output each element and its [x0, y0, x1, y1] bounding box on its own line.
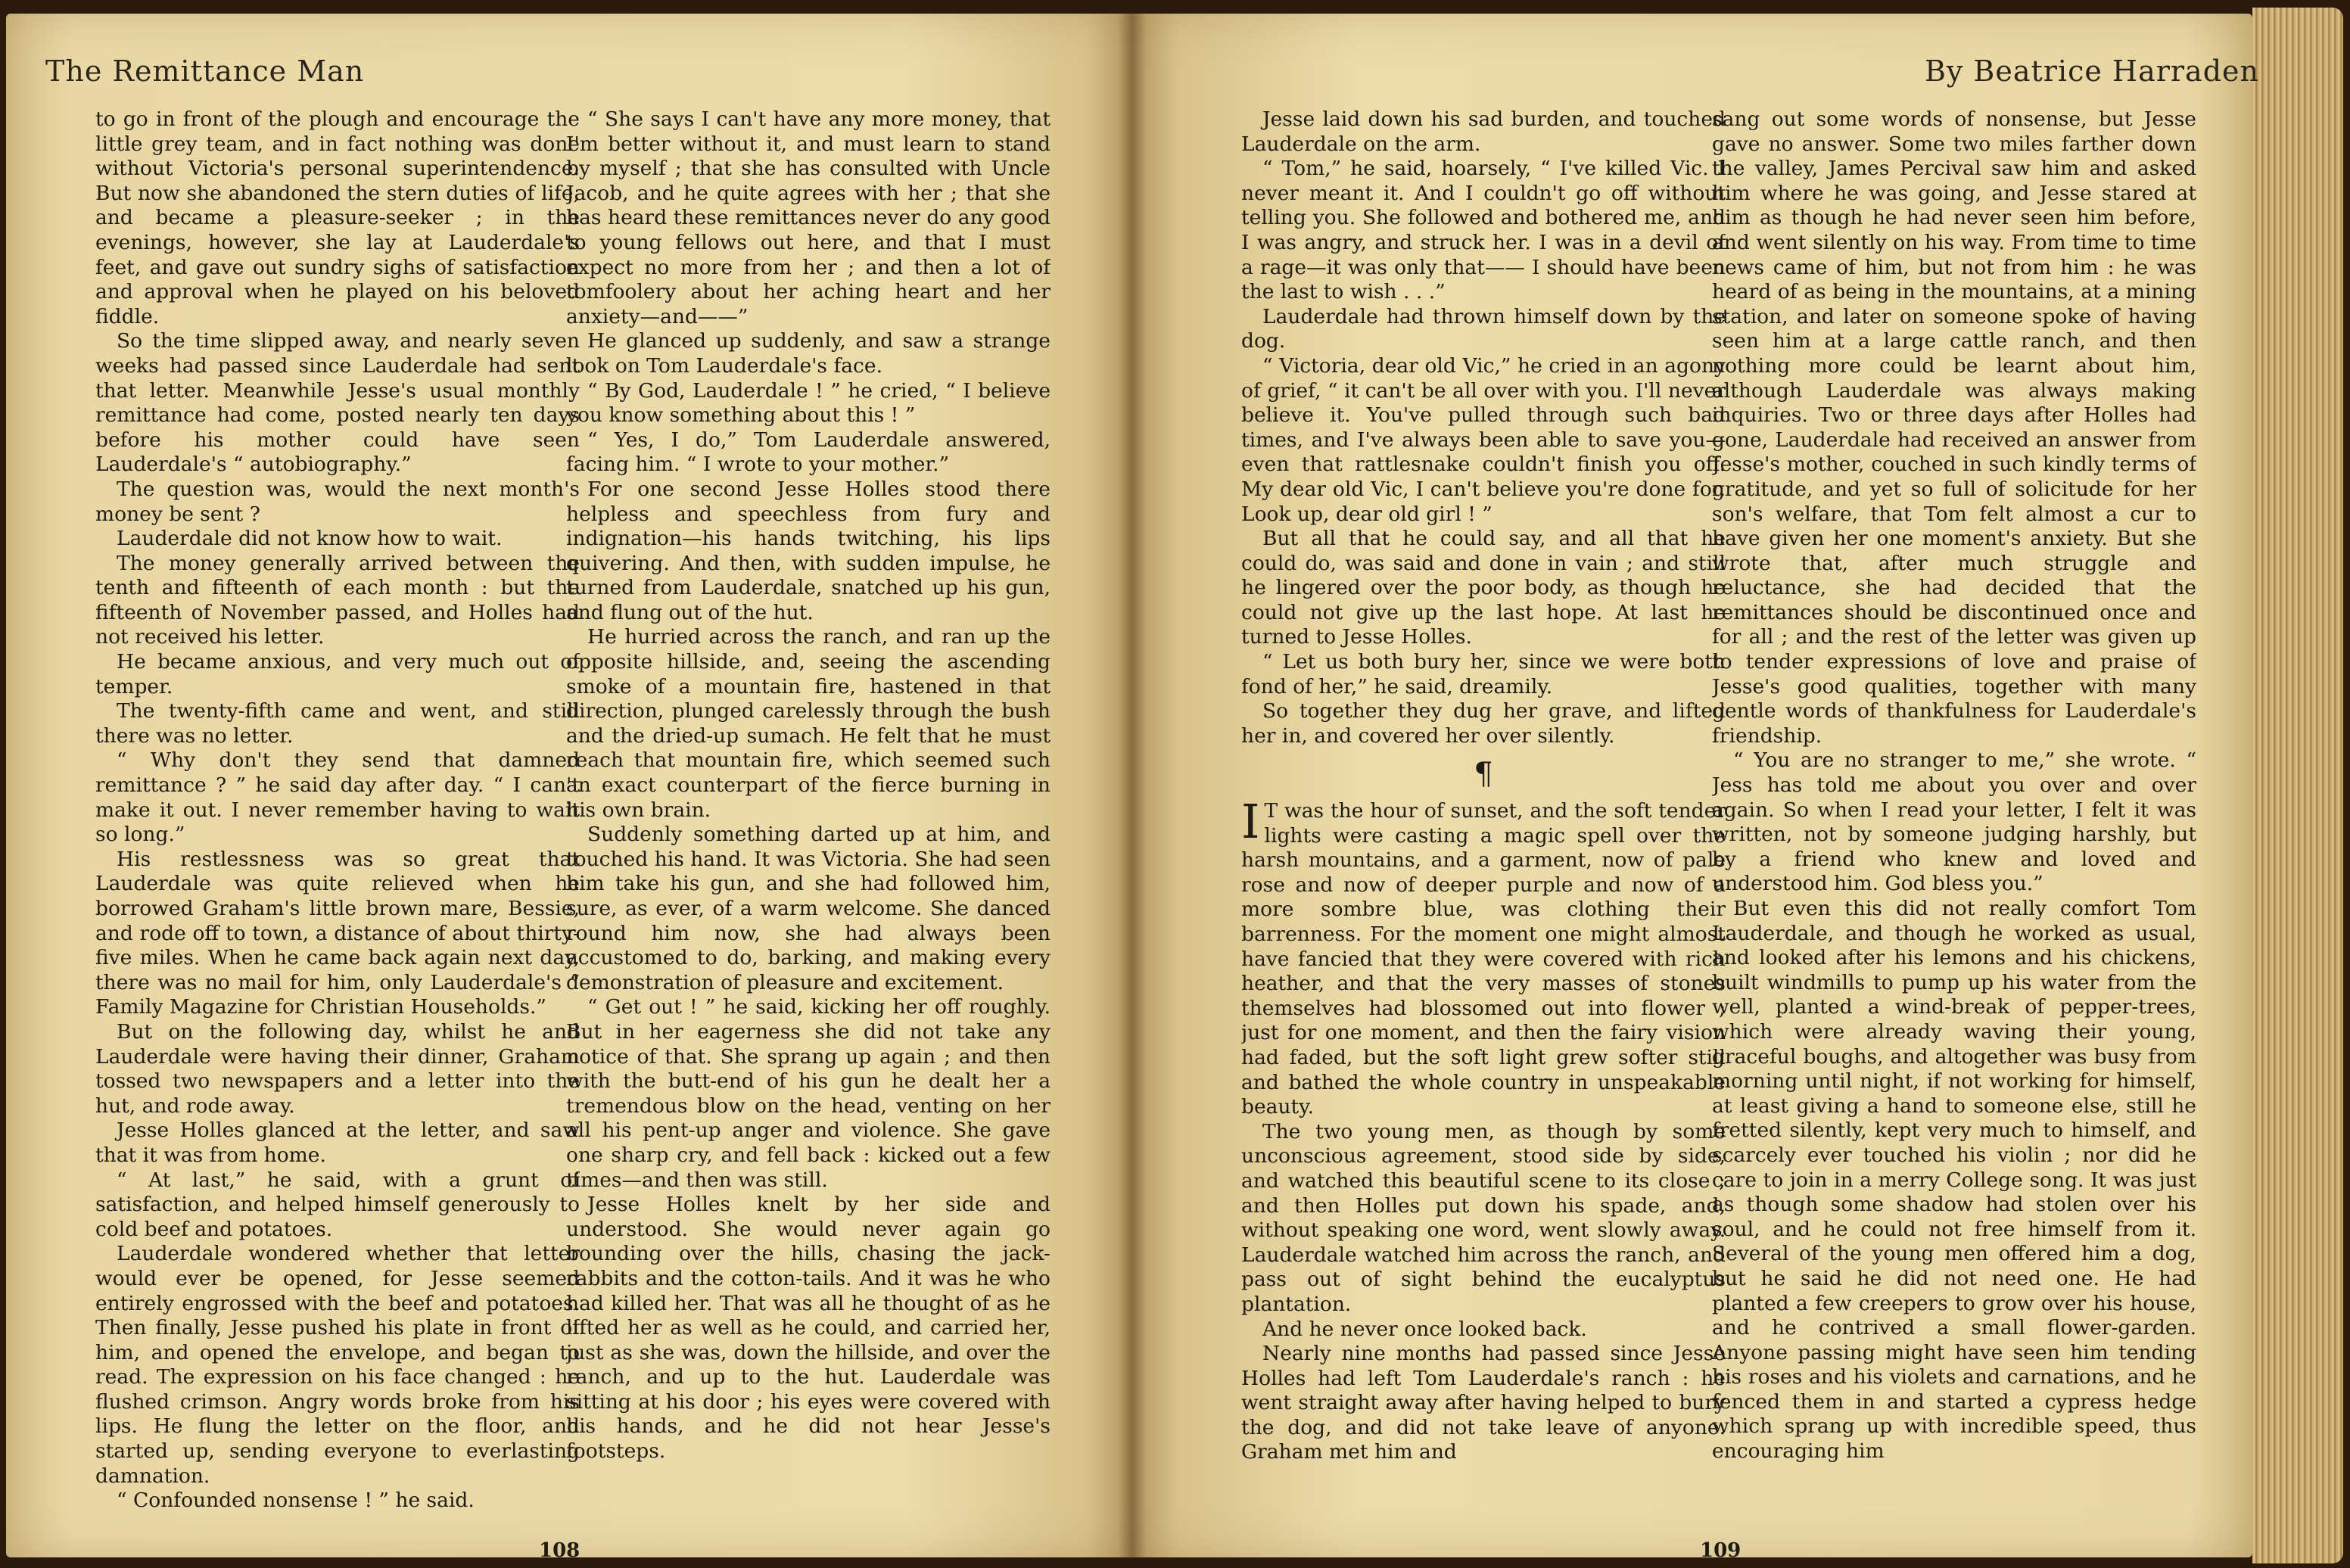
paragraph: “ Victoria, dear old Vic,” he cried in an agony of grief, “ it can't be all over with you. I'll never believe it. You've pulled through such bad times, and I've always been able to save you—even that rattlesnake couldn't finish you off. My dear old Vic, I can't believe you're done for. Look up, dear old girl ! ”: [1241, 353, 1726, 526]
paragraph: “ At last,” he said, with a grunt of satisfaction, and helped himself generously to cold beef and potatoes.: [95, 1168, 580, 1241]
paragraph: The twenty-fifth came and went, and still there was no letter.: [95, 699, 580, 748]
drop-cap: I: [1241, 794, 1260, 850]
paragraph: Jesse Holles knelt by her side and understood. She would never again go bounding over the hills, chasing the jack-rabbits and the cotton-tails. And it was he who had killed her. That was all he thought of as he lifted her as well as he could, and carried her, just as she was, down the hillside, and over the ranch, and up to the hut. Lauderdale was sitting at his door ; his eyes were covered with his hands, and he did not hear Jesse's footsteps.: [566, 1193, 1050, 1464]
paragraph: sang out some words of nonsense, but Jesse gave no answer. Some two miles farther down the valley, James Percival saw him and asked him where he was going, and Jesse stared at him as though he had never seen him before, and went silently on his way. From time to time news came of him, but not from him : he was heard of as being in the mountains, at a mining station, and later on someone spoke of having seen him at a large cattle ranch, and then nothing more could be learnt about him, although Lauderdale was always making inquiries. Two or three days after Holles had gone, Lauderdale had received an answer from Jesse's mother, couched in such kindly terms of gratitude, and yet so full of solicitude for her son's welfare, that Tom felt almost a cur to have given her one moment's anxiety. But she wrote that, after much struggle and reluctance, she had decided that the remittances should be discontinued once and for all ; and the rest of the letter was given up to tender expressions of love and praise of Jesse's good qualities, together with many gentle words of thankfulness for Lauderdale's friendship.: [1712, 107, 2196, 748]
page-edges: [2252, 8, 2343, 1563]
book-gutter: [1119, 14, 1146, 1557]
paragraph: So together they dug her grave, and lifted her in, and covered her over silently.: [1241, 699, 1726, 748]
paragraph: His restlessness was so great that Lauderdale was quite relieved when he borrowed Graham's little brown mare, Bessie, and rode off to town, a distance of about thirty-five miles. When he came back again next day, there was no mail for him, only Lauderdale's “ Family Magazine for Christian Households.”: [95, 847, 580, 1019]
paragraph: Jesse laid down his sad burden, and touched Lauderdale on the arm.: [1241, 107, 1726, 156]
paragraph: “ Confounded nonsense ! ” he said.: [117, 1489, 475, 1513]
paragraph: For one second Jesse Holles stood there helpless and speechless from fury and indignation—his hands twitching, his lips quivering. And then, with sudden impulse, he turned from Lauderdale, snatched up his gun, and flung out of the hut.: [566, 477, 1050, 624]
paragraph: But all that he could say, and all that he could do, was said and done in vain ; and still he lingered over the poor body, as though he could not give up the last hope. At last he turned to Jesse Holles.: [1241, 527, 1726, 649]
paragraph: “ She says I can't have any more money, that I'm better without it, and must learn to stand by myself ; that she has consulted with Uncle Jacob, and he quite agrees with her ; that she has heard these remittances never do any good to young fellows out here, and that I must expect no more from her ; and then a lot of tomfoolery about her aching heart and her anxiety—and——”: [566, 107, 1050, 328]
paragraph: The question was, would the next month's money be sent ?: [95, 477, 580, 526]
page-number-left: 108: [539, 1539, 580, 1562]
paragraph: Lauderdale wondered whether that letter would ever be opened, for Jesse seemed entirely engrossed with the beef and potatoes. Then finally, Jesse pushed his plate in front of him, and opened the envelope, and began to read. The expression on his face changed : he flushed crimson. Angry words broke from his lips. He flung the letter on the floor, and started up, sending everyone to everlasting damnation.: [95, 1242, 580, 1488]
paragraph: Jesse Holles glanced at the letter, and saw that it was from home.: [95, 1118, 580, 1167]
paragraph: “ Get out ! ” he said, kicking her off roughly. But in her eagerness she did not take any notice of that. She sprang up again ; and then with the butt-end of his gun he dealt her a tremendous blow on the head, venting on her all his pent-up anger and violence. She gave one sharp cry, and fell back : kicked out a few times—and then was still.: [566, 995, 1050, 1192]
paragraph: “ Tom,” he said, hoarsely, “ I've killed Vic. I never meant it. And I couldn't go off without telling you. She followed and bothered me, and I was angry, and struck her. I was in a devil of a rage—it was only that—— I should have been the last to wish . . .”: [1241, 157, 1726, 304]
column-2: [566, 107, 1050, 1515]
paragraph: Lauderdale had thrown himself down by the dog.: [1241, 304, 1726, 353]
paragraph: “ Yes, I do,” Tom Lauderdale answered, facing him. “ I wrote to your mother.”: [566, 428, 1050, 477]
paragraph: to go in front of the plough and encourage the little grey team, and in fact nothing was done without Victoria's personal superintendence. But now she abandoned the stern duties of life, and became a pleasure-seeker ; in the evenings, however, she lay at Lauderdale's feet, and gave out sundry sighs of satisfaction and approval when he played on his beloved fiddle.: [95, 107, 580, 328]
paragraph: He became anxious, and very much out of temper.: [95, 650, 580, 698]
paragraph: “ Why don't they send that damned remittance ? ” he said day after day. “ I can't make it out. I never remember having to wait so long.”: [95, 748, 580, 847]
column-3: [1241, 107, 1726, 1515]
running-head-author: By Beatrice Harraden: [1924, 54, 2259, 88]
paragraph: He glanced up suddenly, and saw a strange look on Tom Lauderdale's face.: [566, 329, 1050, 378]
running-head-title: The Remittance Man: [45, 54, 365, 88]
page-number-right: 109: [1700, 1539, 1741, 1562]
section-ornament: ¶: [1474, 757, 1493, 792]
paragraph: And he never once looked back.: [1262, 1317, 1587, 1341]
paragraph-text: T was the hour of sunset, and the soft tender lights were casting a magic spell over the harsh mountains, and a garment, now of pale rose and now of deeper purple and now of a more sombre blue, was clothing their barrenness. For the moment one might almost have fancied that they were covered with rich heather, and that the very masses of stones themselves had blossomed out into flower ; just for one moment, and then the fairy vision had faded, but the soft light grew softer still and bathed the whole country in unspeakable beauty.: [1241, 799, 1726, 1119]
paragraph: The money generally arrived between the tenth and fifteenth of each month : but the fifteenth of November passed, and Holles had not received his letter.: [95, 551, 580, 649]
paragraph: Nearly nine months had passed since Jesse Holles had left Tom Lauderdale's ranch : he went straight away after having helped to bury the dog, and did not take leave of anyone. Graham met him and: [1241, 1342, 1726, 1464]
paragraph-with-dropcap: [1241, 794, 1726, 1120]
paragraph: The two young men, as though by some unconscious agreement, stood side by side, and watched this beautiful scene to its close ; and then Holles put down his spade, and, without speaking one word, went slowly away. Lauderdale watched him across the ranch, and pass out of sight behind the eucalyptus plantation.: [1241, 1119, 1726, 1316]
paragraph: Suddenly something darted up at him, and touched his hand. It was Victoria. She had seen him take his gun, and she had followed him, sure, as ever, of a warm welcome. She danced round him now, she had always been accustomed to do, barking, and making every demonstration of pleasure and excitement.: [566, 823, 1050, 994]
column-4: [1712, 107, 2196, 1515]
column-1: [95, 107, 580, 1515]
paragraph: “ Let us both bury her, since we were both fond of her,” he said, dreamily.: [1241, 650, 1726, 698]
paragraph: He hurried across the ranch, and ran up the opposite hillside, and, seeing the ascending smoke of a mountain fire, hastened in that direction, plunged carelessly through the bush and the dried-up sumach. He felt that he must reach that mountain fire, which seemed such an exact counterpart of the fierce burning in his own brain.: [566, 625, 1050, 822]
paragraph: But on the following day, whilst he and Lauderdale were having their dinner, Graham tossed two newspapers and a letter into the hut, and rode away.: [95, 1019, 580, 1118]
paragraph: Lauderdale did not know how to wait.: [117, 527, 503, 551]
paragraph: So the time slipped away, and nearly seven weeks had passed since Lauderdale had sent that letter. Meanwhile Jesse's usual monthly remittance had come, posted nearly ten days before his mother could have seen Lauderdale's “ autobiography.”: [95, 329, 580, 477]
paragraph: “ You are no stranger to me,” she wrote. “ Jess has told me about you over and over again. So when I read your letter, I felt it was written, not by someone judging harshly, but by a friend who knew and loved and understood him. God bless you.”: [1712, 748, 2196, 896]
paragraph: But even this did not really comfort Tom Lauderdale, and though he worked as usual, and looked after his lemons and his chickens, built windmills to pump up his water from the well, planted a wind-break of pepper-trees, which were already waving their young, graceful boughs, and altogether was busy from morning until night, if not working for himself, at least giving a hand to someone else, still he fretted silently, kept very much to himself, and scarcely ever touched his violin ; nor did he care to join in a merry College song. It was just as though some shadow had stolen over his soul, and he could not free himself from it. Several of the young men offered him a dog, but he said he did not need one. He had planted a few creepers to grow over his house, and he contrived a small flower-garden. Anyone passing might have seen him tending his roses and his violets and carnations, and he fenced them in and started a cypress hedge which sprang up with incredible speed, thus encouraging him: [1712, 897, 2196, 1464]
paragraph: “ By God, Lauderdale ! ” he cried, “ I believe you know something about this ! ”: [566, 378, 1050, 428]
